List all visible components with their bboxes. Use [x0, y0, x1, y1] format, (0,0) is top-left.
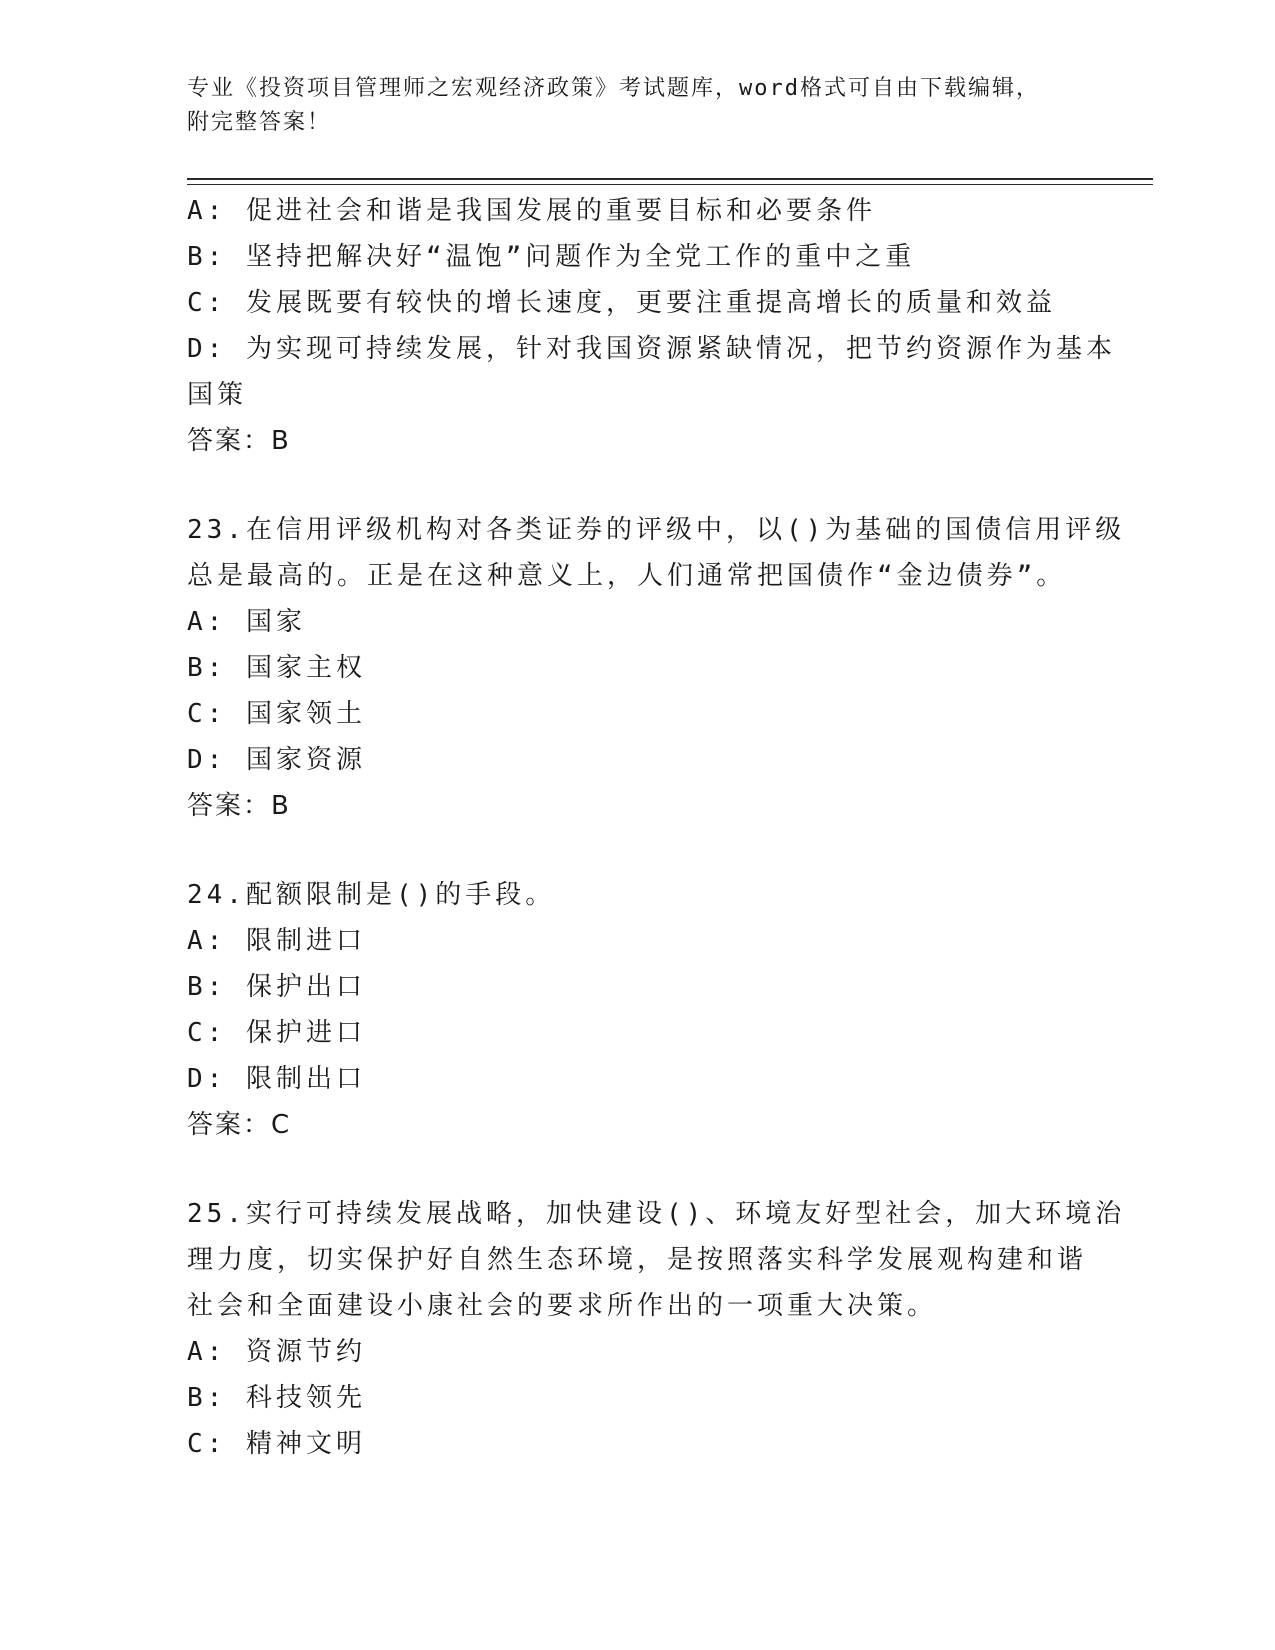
- question-22: [187, 188, 1116, 464]
- option-d: D: 为实现可持续发展，针对我国资源紧缺情况，把节约资源作为基本: [187, 334, 1116, 364]
- option-c: C: 发展既要有较快的增长速度，更要注重提高增长的质量和效益: [187, 288, 1056, 318]
- question-stem-continued: 理力度，切实保护好自然生态环境，是按照落实科学发展观构建和谐: [187, 1245, 1088, 1275]
- option-a: A: 促进社会和谐是我国发展的重要目标和必要条件: [187, 196, 876, 226]
- spacer: [187, 464, 1087, 507]
- question-stem: 23.在信用评级机构对各类证券的评级中，以()为基础的国债信用评级: [187, 515, 1126, 545]
- option-a: A: 资源节约: [187, 1337, 366, 1367]
- option-c: C: 精神文明: [187, 1429, 366, 1459]
- question-list: [187, 188, 1126, 1467]
- option-b: B: 国家主权: [187, 653, 366, 683]
- spacer: [187, 829, 1087, 872]
- question-23: [187, 507, 1126, 829]
- question-stem: 24.配额限制是()的手段。: [187, 880, 556, 910]
- option-b: B: 坚持把解决好“温饱”问题作为全党工作的重中之重: [187, 242, 916, 272]
- question-24: [187, 872, 1087, 1148]
- header-divider-thick: [187, 178, 1153, 180]
- spacer: [187, 1148, 1087, 1191]
- option-d: D: 国家资源: [187, 745, 366, 775]
- option-c: C: 国家领土: [187, 699, 366, 729]
- answer: 答案：B: [187, 426, 291, 456]
- option-a: A: 限制进口: [187, 926, 366, 956]
- answer: 答案：C: [187, 1110, 292, 1140]
- option-c: C: 保护进口: [187, 1018, 366, 1048]
- header-divider-thin: [187, 184, 1153, 185]
- option-a: A: 国家: [187, 607, 306, 637]
- document-header: [187, 72, 1087, 140]
- option-b: B: 科技领先: [187, 1383, 366, 1413]
- option-b: B: 保护出口: [187, 972, 366, 1002]
- answer: 答案：B: [187, 791, 291, 821]
- option-d-continued: 国策: [187, 380, 248, 410]
- question-stem: 25.实行可持续发展战略，加快建设()、环境友好型社会，加大环境治: [187, 1199, 1126, 1229]
- question-25: [187, 1191, 1126, 1467]
- question-stem-continued: 总是最高的。正是在这种意义上，人们通常把国债作“金边债券”。: [187, 561, 1067, 591]
- question-stem-continued: 社会和全面建设小康社会的要求所作出的一项重大决策。: [187, 1291, 938, 1321]
- header-line-2: 附完整答案！: [187, 110, 332, 135]
- option-d: D: 限制出口: [187, 1064, 366, 1094]
- header-line-1: 专业《投资项目管理师之宏观经济政策》考试题库，word格式可自由下载编辑，: [187, 76, 1040, 101]
